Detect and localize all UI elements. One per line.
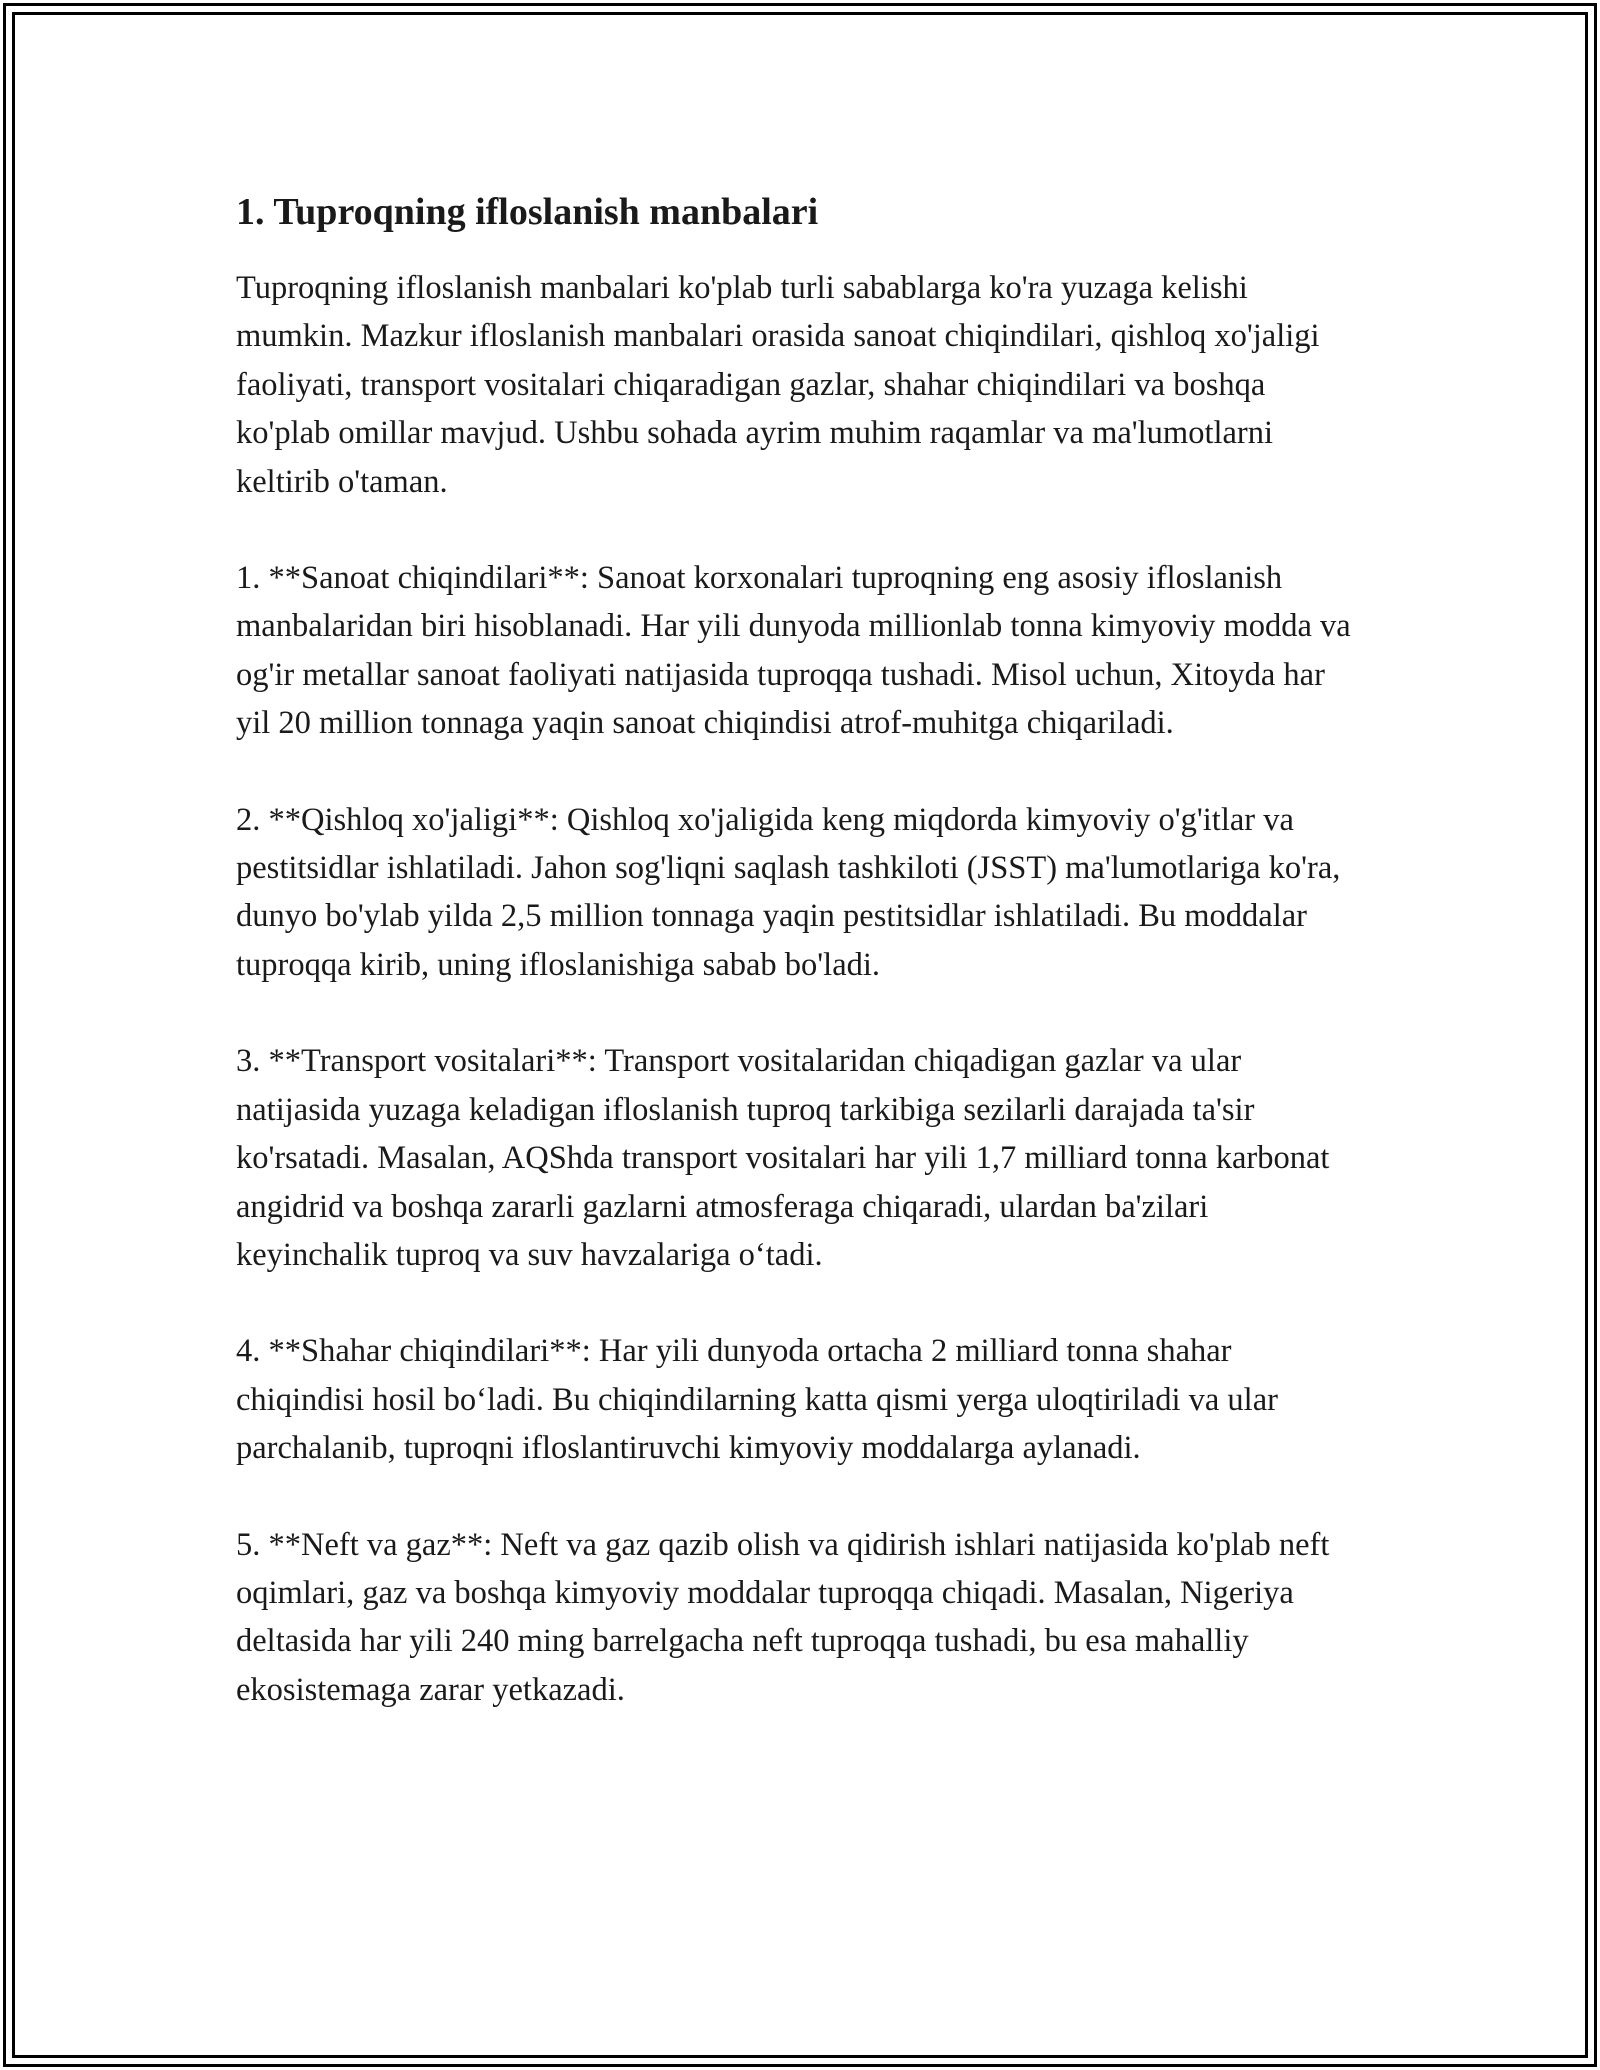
- paragraph-agriculture: 2. **Qishloq xo'jaligi**: Qishloq xo'jaligida keng miqdorda kimyoviy o'g'itlar va pestitsidlar ishlatiladi. Jahon sog'liqni saqlash tashkiloti (JSST) ma'lumotlariga ko'ra, dunyo bo'ylab yilda 2,5 million tonnaga yaqin pestitsidlar ishlatiladi. Bu moddalar tuproqqa kirib, uning ifloslanishiga sabab bo'ladi.: [236, 801, 1341, 983]
- paragraph-oil-gas: 5. **Neft va gaz**: Neft va gaz qazib olish va qidirish ishlari natijasida ko'plab neft oqimlari, gaz va boshqa kimyoviy moddalar tuproqqa chiqadi. Masalan, Nigeriya deltasida har yili 240 ming barrelgacha neft tuproqqa tushadi, bu esa mahalliy ekosistemaga zarar yetkazadi.: [236, 1526, 1330, 1708]
- paragraph-transport: 3. **Transport vositalari**: Transport vositalaridan chiqadigan gazlar va ular natijasida yuzaga keladigan ifloslanish tuproq tarkibiga sezilarli darajada ta'sir ko'rsatadi. Masalan, AQShda transport vositalari har yili 1,7 milliard tonna karbonat angidrid va boshqa zararli gazlarni atmosferaga chiqaradi, ulardan ba'zilari keyinchalik tuproq va suv havzalariga o‘tadi.: [236, 1043, 1330, 1273]
- document-body: [236, 186, 1366, 1762]
- section-heading: 1. Tuproqning ifloslanish manbalari: [236, 191, 819, 233]
- paragraph-urban-waste: 4. **Shahar chiqindilari**: Har yili dunyoda ortacha 2 milliard tonna shahar chiqindisi hosil bo‘ladi. Bu chiqindilarning katta qismi yerga uloqtiriladi va ular parchalanib, tuproqni ifloslantiruvchi kimyoviy moddalarga aylanadi.: [236, 1333, 1278, 1467]
- paragraph-industrial-waste: 1. **Sanoat chiqindilari**: Sanoat korxonalari tuproqning eng asosiy ifloslanish manbalaridan biri hisoblanadi. Har yili dunyoda millionlab tonna kimyoviy modda va og'ir metallar sanoat faoliyati natijasida tuproqqa tushadi. Misol uchun, Xitoyda har yil 20 million tonnaga yaqin sanoat chiqindisi atrof-muhitga chiqariladi.: [236, 560, 1351, 742]
- intro-paragraph: Tuproqning ifloslanish manbalari ko'plab turli sabablarga ko'ra yuzaga kelishi mumkin. Mazkur ifloslanish manbalari orasida sanoat chiqindilari, qishloq xo'jaligi faoliyati, transport vositalari chiqaradigan gazlar, shahar chiqindilari va boshqa ko'plab omillar mavjud. Ushbu sohada ayrim muhim raqamlar va ma'lumotlarni keltirib o'taman.: [236, 270, 1320, 500]
